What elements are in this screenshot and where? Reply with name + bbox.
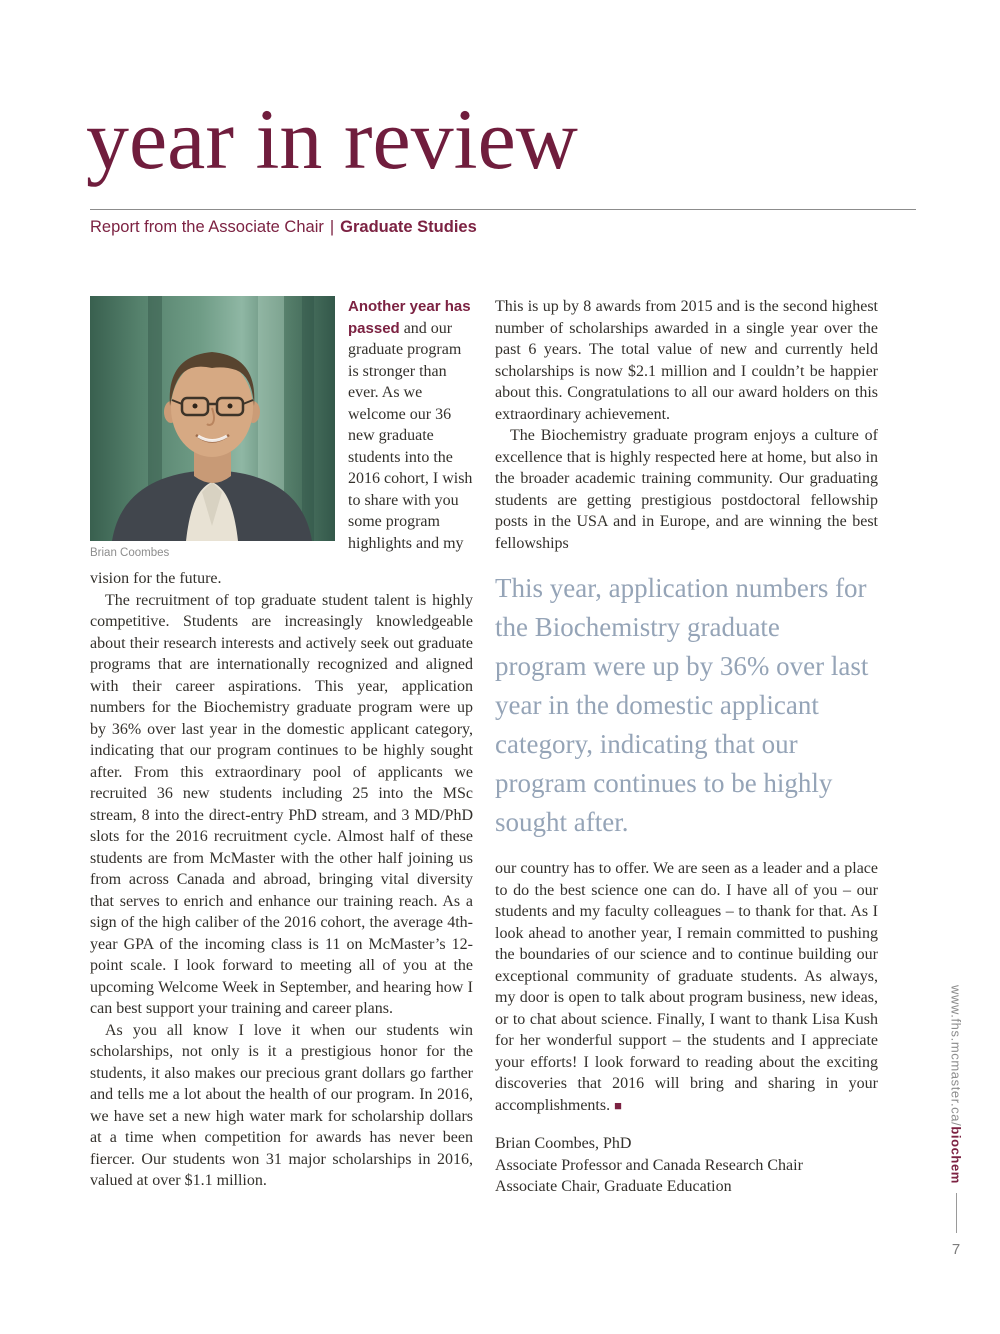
url-biochem-bold: biochem <box>948 1126 964 1184</box>
left-column <box>90 296 473 1198</box>
signature-title-2: Associate Chair, Graduate Education <box>495 1178 732 1195</box>
sidebar-divider <box>956 1193 957 1233</box>
url-prefix: www.fhs.mcmaster.ca/ <box>948 985 964 1127</box>
paragraph: The Biochemistry graduate program enjoys a culture of excellence that is highly respected here at home, but also in the broader academic training community. Our graduating students are getting prestigious postdoctoral fellowship posts in the USA and in Europe, and are winning the best fellowships <box>495 427 878 552</box>
paragraph: This is up by 8 awards from 2015 and is the second highest number of scholarships awarded in a single year over the past 6 years. The total value of new and currently held scholarships is now $2.1 million and I couldn’t be happier about this. Congratulations to all our award holders on this extraordinary achievement. <box>495 298 878 423</box>
right-column <box>495 296 878 1198</box>
intro-lead-bold: Another year has passed <box>348 298 471 337</box>
signature-block <box>495 1133 878 1198</box>
signature-name: Brian Coombes, PhD <box>495 1135 632 1152</box>
subtitle-section-label: Graduate Studies <box>340 218 477 236</box>
photo-caption: Brian Coombes <box>90 547 170 559</box>
portrait-photo <box>90 296 335 559</box>
intro-row <box>90 296 473 559</box>
intro-paragraph <box>348 296 473 559</box>
article-body <box>90 296 878 1198</box>
section-subtitle <box>90 218 477 237</box>
paragraph: vision for the future. <box>90 570 222 587</box>
intro-rest: and our graduate program is stronger than ever. As we welcome our 36 new graduate students into the 2016 cohort, I wish to share with you some program highlights and my <box>348 319 473 552</box>
website-url <box>949 985 964 1184</box>
portrait-photo-illustration <box>90 296 335 541</box>
page-number: 7 <box>951 1240 961 1258</box>
subtitle-report-label: Report from the Associate Chair <box>90 218 324 236</box>
pull-quote: This year, application numbers for the Biochemistry graduate program were up by 36% over last year in the domestic applicant category, indicating that our program continues to be highly sought after. <box>495 573 869 837</box>
closing-paragraph-text: our country has to offer. We are seen as a leader and a place to do the best science one can do. I have all of you – our students and my faculty colleagues – to thank for that. As I look ahead to another year, I remain committed to pushing the boundaries of our science and to continue building our exceptional community of graduate students. As always, my door is open to talk about program business, new ideas, or to chat about science. Finally, I want to thank Lisa Kush for her wonderful support – the students and I appreciate your efforts! I look forward to reading about the exciting discoveries that 2016 will bring and sharing in your accomplishments. <box>495 860 878 1114</box>
paragraph: As you all know I love it when our students win scholarships, not only is it a prestigious honor for the students, it also makes our precious grant dollars go farther and tells me a lot about the health of our program. In 2016, we have set a new high water mark for scholarship dollars at a time when competition for awards has never been fiercer. Our students won 31 major scholarships in 2016, valued at over $1.1 million. <box>90 1021 473 1189</box>
header-divider <box>90 209 916 210</box>
page-title: year in review <box>86 91 578 187</box>
signature-title-1: Associate Professor and Canada Research Chair <box>495 1156 803 1174</box>
closing-paragraph <box>495 858 878 1116</box>
page-sidebar <box>938 985 974 1258</box>
paragraph: The recruitment of top graduate student talent is highly competitive. Students are increasingly knowledgeable about their research interests and actively seek out graduate programs that are internationally recognized and aligned with their career aspirations. This year, application numbers for the Biochemistry graduate program were up by 36% over last year in the domestic applicant category, indicating that our program continues to be highly sought after. From this extraordinary pool of applicants we recruited 36 new students including 25 into the MSc stream, 8 into the direct-entry PhD stream, and 3 MD/PhD slots for the 2016 recruitment cycle. Almost half of these students are from McMaster with the other half joining us from across Canada and abroad, bringing vital diversity that serves to enrich and enhance our training reach. As a sign of the high caliber of the 2016 cohort, the average 4th-year GPA of the incoming class is 11 on McMaster’s 12-point scale. I look forward to meeting all of you at the upcoming Welcome Week in September, and hearing how I can best support your training and career plans. <box>90 591 473 1017</box>
subtitle-separator: | <box>329 218 335 236</box>
end-of-article-mark: ■ <box>614 1097 622 1113</box>
